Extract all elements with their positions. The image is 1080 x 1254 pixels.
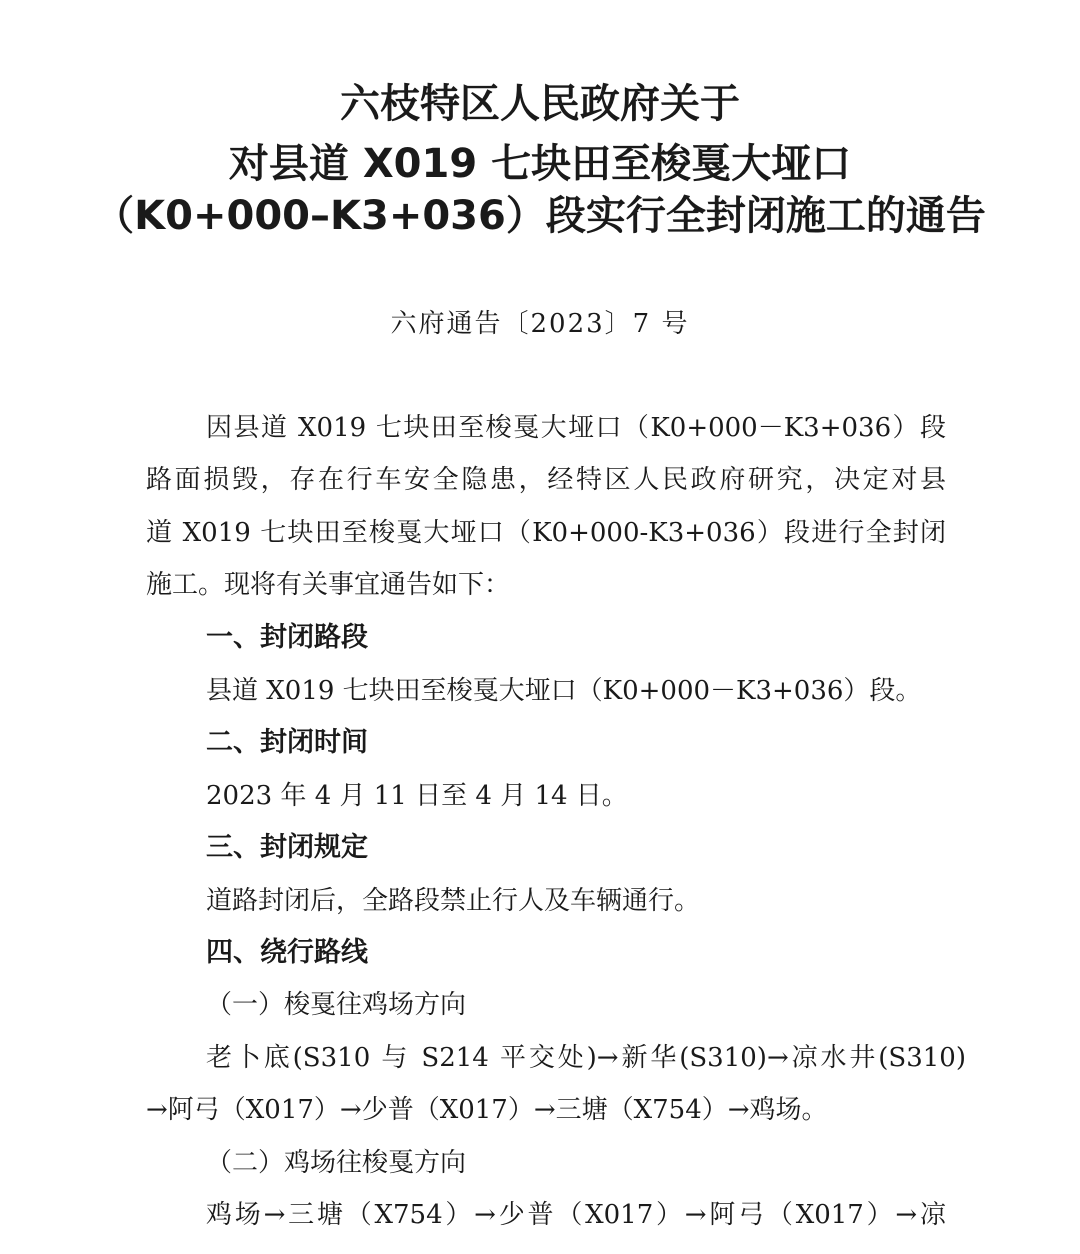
section-4-subheading-1: （一）梭戛往鸡场方向: [206, 990, 467, 1020]
section-1-body: 县道 X019 七块田至梭戛大垭口（K0+000－K3+036）段。: [206, 676, 922, 706]
intro-line-2: 路面损毁，存在行车安全隐患，经特区人民政府研究，决定对县: [146, 465, 946, 495]
route-1-line-2: →阿弓（X017）→少普（X017）→三塘（X754）→鸡场。: [146, 1095, 828, 1125]
intro-line-4: 施工。现将有关事宜通告如下：: [146, 570, 511, 600]
section-2-body: 2023 年 4 月 11 日至 4 月 14 日。: [206, 781, 628, 811]
notice-title-line-3: （K0+000–K3+036）段实行全封闭施工的通告: [94, 193, 986, 239]
route-2-line-1: 鸡场→三塘（X754）→少普（X017）→阿弓（X017）→凉: [206, 1200, 946, 1230]
intro-line-3: 道 X019 七块田至梭戛大垭口（K0+000-K3+036）段进行全封闭: [146, 518, 946, 548]
intro-line-1: 因县道 X019 七块田至梭戛大垭口（K0+000－K3+036）段: [206, 413, 946, 443]
section-1-heading: 一、封闭路段: [206, 622, 368, 653]
section-4-heading: 四、绕行路线: [206, 937, 368, 968]
notice-title-line-1: 六枝特区人民政府关于: [340, 81, 740, 127]
route-1-line-1: 老卜底(S310 与 S214 平交处)→新华(S310)→凉水井(S310): [206, 1043, 966, 1073]
section-3-body: 道路封闭后，全路段禁止行人及车辆通行。: [206, 886, 701, 916]
section-4-subheading-2: （二）鸡场往梭戛方向: [206, 1148, 467, 1178]
section-3-heading: 三、封闭规定: [206, 832, 368, 863]
section-2-heading: 二、封闭时间: [206, 727, 368, 758]
document-number: 六府通告〔2023〕7 号: [390, 309, 690, 339]
notice-title-line-2: 对县道 X019 七块田至梭戛大垭口: [228, 141, 852, 187]
